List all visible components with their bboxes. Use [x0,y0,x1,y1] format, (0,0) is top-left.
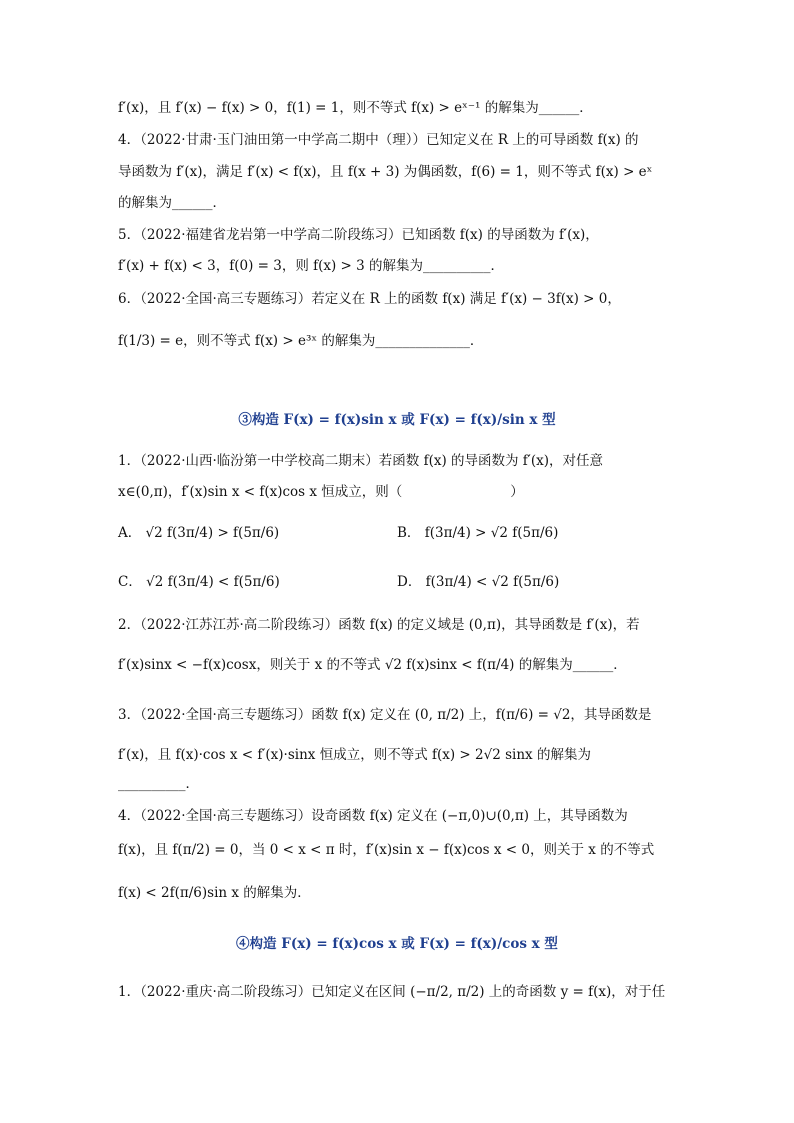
line-text: f′(x) + f(x) < 3，f(0) = 3，则 f(x) > 3 的解集为__________． [118,258,505,274]
option-c[interactable] [118,572,280,592]
problem-3-continuation [118,98,593,118]
option-b[interactable] [397,523,558,543]
option-label: C． [118,574,142,590]
line-text: 2．（2022·江苏江苏·高二阶段练习）函数 f(x) 的定义域是 (0,π)，其导函数是 f′(x)，若 [118,617,640,633]
problem-4-line-3 [118,193,226,213]
option-text: √2 f(3π/4) < f(5π/6) [146,574,280,590]
line-text: 导函数为 f′(x)，满足 f′(x) < f(x)，且 f(x + 3) 为偶函数，f(6) = 1，则不等式 f(x) > eˣ [118,164,653,180]
problem-4-line-1 [118,130,639,150]
s3-problem-3-line-2 [118,745,591,765]
line-text: 3．（2022·全国·高三专题练习）函数 f(x) 定义在 (0, π/2) 上，f(π/6) = √2，其导函数是 [118,707,652,723]
option-label: B． [397,525,421,541]
s3-problem-2-line-1 [118,615,640,635]
section-heading-4 [0,934,794,954]
option-label: D． [397,574,422,590]
line-text: 4．（2022·甘肃·玉门油田第一中学高二期中（理））已知定义在 R 上的可导函数 f(x) 的 [118,132,639,148]
s3-problem-1-line-1 [118,451,603,471]
line-text: f(1/3) = e，则不等式 f(x) > e³ˣ 的解集为______________． [118,333,484,349]
s3-problem-2-line-2 [118,655,627,675]
line-text: 5．（2022·福建省龙岩第一中学高二阶段练习）已知函数 f(x) 的导函数为 f′(x)， [118,227,599,243]
option-label: A． [118,525,142,541]
problem-5-line-1 [118,225,599,245]
line-text: f(x) < 2f(π/6)sin x 的解集为． [118,885,311,901]
option-d[interactable] [397,572,559,592]
problem-6-line-1 [118,289,621,309]
line-text: 的解集为______． [118,195,226,211]
line-text: 1．（2022·重庆·高二阶段练习）已知定义在区间 (−π/2, π/2) 上的奇函数 y = f(x)，对于任 [118,984,666,1000]
line-text: __________． [118,776,199,792]
line-text: 6．（2022·全国·高三专题练习）若定义在 R 上的函数 f(x) 满足 f′(x) − 3f(x) > 0， [118,291,621,307]
problem-5-line-2 [118,256,504,276]
line-text: f′(x)，且 f(x)·cos x < f′(x)·sinx 恒成立，则不等式 f(x) > 2√2 sinx 的解集为 [118,747,591,763]
heading-text: ④构造 F(x) = f(x)cos x 或 F(x) = f(x)/cos x 型 [236,936,558,952]
line-text: x∈(0,π)，f′(x)sin x < f(x)cos x 恒成立，则（ ） [118,484,524,500]
option-a[interactable] [118,523,279,543]
s3-problem-3-line-1 [118,705,651,725]
line-text: 1．（2022·山西·临汾第一中学校高二期末）若函数 f(x) 的导函数为 f′(x)，对任意 [118,453,604,469]
option-text: f(3π/4) < √2 f(5π/6) [425,574,560,590]
s3-problem-4-line-3 [118,883,311,903]
s3-problem-4-line-2 [118,840,654,860]
line-text: 4．（2022·全国·高三专题练习）设奇函数 f(x) 定义在 (−π,0)∪(0,π) 上，其导函数为 [118,808,628,824]
s3-problem-1-line-2 [118,482,524,502]
line-text: f′(x)sinx < −f(x)cosx，则关于 x 的不等式 √2 f(x)sinx < f(π/4) 的解集为______． [118,657,627,673]
heading-text: ③构造 F(x) = f(x)sin x 或 F(x) = f(x)/sin x 型 [238,412,556,428]
line-text: f(x)，且 f(π/2) = 0，当 0 < x < π 时，f′(x)sin x − f(x)cos x < 0，则关于 x 的不等式 [118,842,655,858]
section-heading-3 [0,410,794,430]
option-text: √2 f(3π/4) > f(5π/6) [145,525,280,541]
s3-problem-4-line-1 [118,806,628,826]
line-text: f′(x)，且 f′(x) − f(x) > 0，f(1) = 1，则不等式 f(x) > eˣ⁻¹ 的解集为______． [118,100,593,116]
s3-problem-3-line-3 [118,774,199,794]
s4-problem-1-line-1 [118,982,665,1002]
option-text: f(3π/4) > √2 f(5π/6) [424,525,559,541]
problem-4-line-2 [118,162,652,182]
problem-6-line-2 [118,331,483,351]
